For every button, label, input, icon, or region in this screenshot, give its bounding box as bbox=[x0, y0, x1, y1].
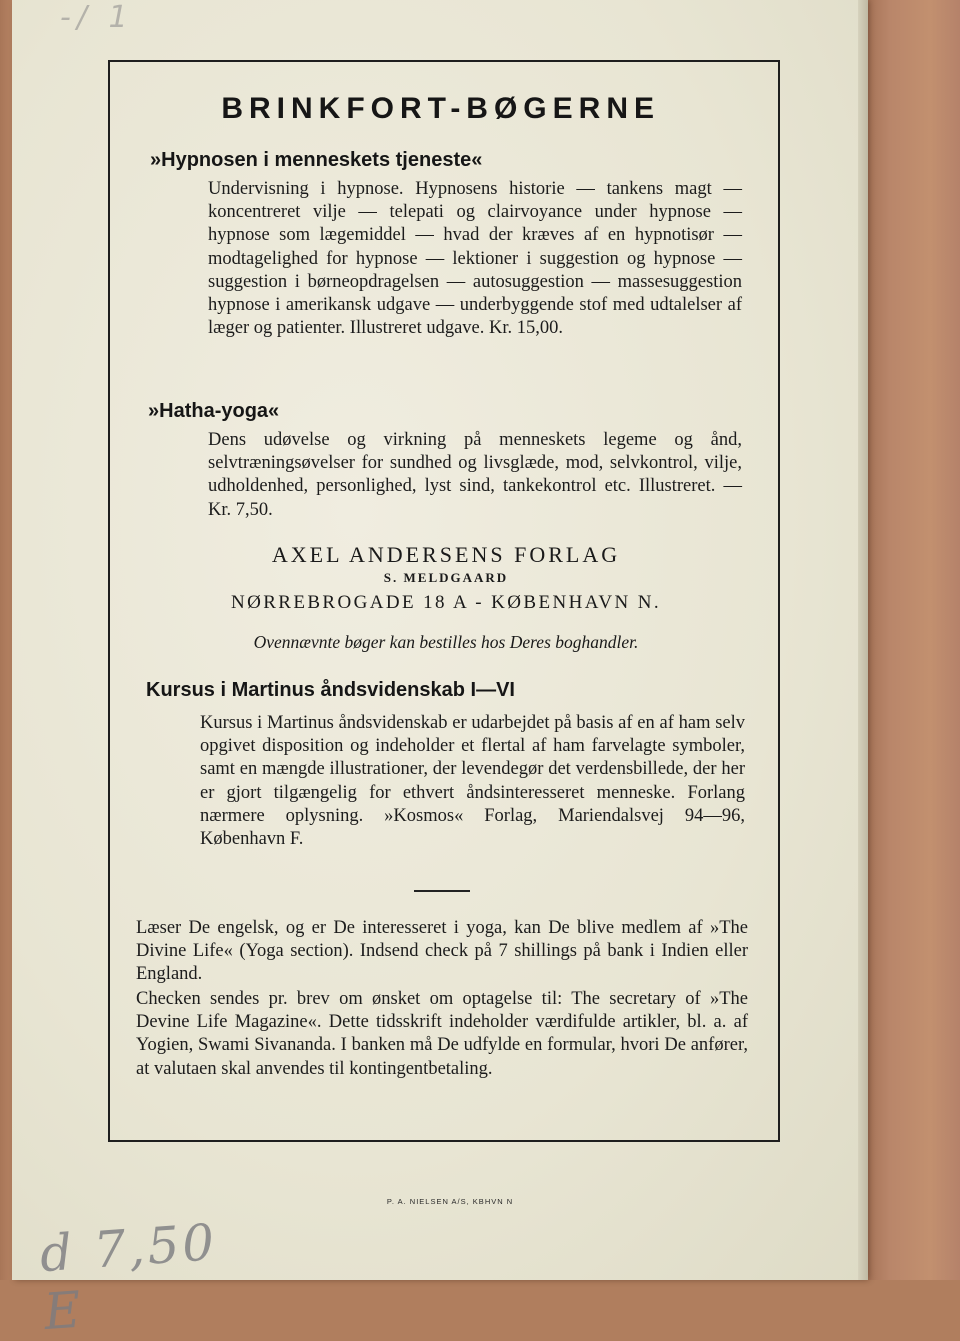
pencil-mark-top: -/ 1 bbox=[60, 0, 134, 35]
publisher-address: NØRREBROGADE 18 A - KØBENHAVN N. bbox=[230, 592, 662, 613]
order-note: Ovennævnte bøger kan bestilles hos Deres boghandler. bbox=[253, 632, 639, 652]
series-title: BRINKFORT-BØGERNE bbox=[221, 92, 660, 125]
book-title-hatha-yoga: »Hatha-yoga« bbox=[148, 400, 280, 422]
section-divider bbox=[414, 890, 470, 892]
publisher-name: AXEL ANDERSENS FORLAG bbox=[271, 542, 621, 567]
yoga-notice-paragraph-1: Læser De engelsk, og er De interesseret i yoga, kan De blive medlem af »The Divine Life« (Yoga section). Indsend check på 7 shillings på bank i Indien eller England. bbox=[136, 918, 748, 985]
publisher-subtitle: S. MELDGAARD bbox=[383, 570, 509, 585]
cover-edge bbox=[858, 0, 868, 1280]
printer-imprint: P. A. NIELSEN A/S, KBHVN N bbox=[386, 1197, 514, 1206]
course-description: Kursus i Martinus åndsvidenskab er udarbejdet på basis af en af ham selv opgivet disposition og indeholder et flertal af ham farvelagte symboler, samt en mængde illustrationer, der levendegør det verdensbillede, der her er gjort tilgængelig for ethvert åndsinteresseret menneske. Forlang nærmere oplysning. »Kosmos« Forlag, Mariendalsvej 94—96, København F. bbox=[200, 713, 745, 850]
course-title: Kursus i Martinus åndsvidenskab I—VI bbox=[146, 679, 515, 701]
book-description-hypnosen: Undervisning i hypnose. Hypnosens historie — tankens magt — koncentreret vilje — telepati og clairvoyance under hypnose — hypnose som lægemiddel — hvad der kræves af en hypnotisør — modtagelighed for hypnose — lektioner i suggestion og hypnose — suggestion i børneopdragelsen — autosuggestion — massesuggestion hypnose i amerikansk udgave — underbyggende stof med udtalelser af læger og patienter. Illustreret udgave. Kr. 15,00. bbox=[208, 179, 742, 339]
pencil-price-mark: d 7,50 E bbox=[38, 1213, 219, 1341]
book-description-hatha-yoga: Dens udøvelse og virkning på menneskets legeme og ånd, selvtræningsøvelser for sundhed og livsglæde, mod, selvkontrol, vilje, udholdenhed, personlighed, lyst sind, tankekontrol etc. Illustreret. — Kr. 7,50. bbox=[208, 430, 742, 520]
desk-surface-right bbox=[860, 0, 960, 1280]
book-title-hypnosen: »Hypnosen i menneskets tjeneste« bbox=[150, 149, 483, 171]
yoga-notice-paragraph-2: Checken sendes pr. brev om ønsket om optagelse til: The secretary of »The Devine Life Magazine«. Dette tidsskrift indeholder værdifulde artikler, bl. a. af Yogien, Swami Sivananda. I banken må De udfylde en formular, hvori De anfører, at valutaen skal anvendes til kontingentbetaling. bbox=[136, 989, 748, 1079]
